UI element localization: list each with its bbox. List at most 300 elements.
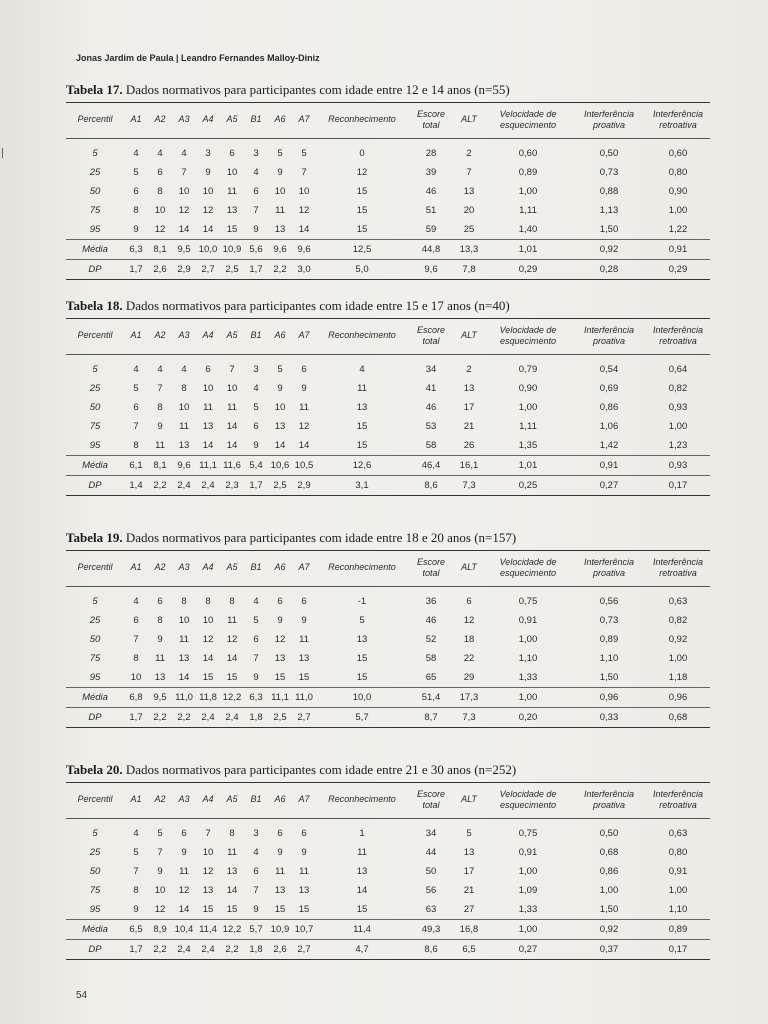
cell-a5: 13	[226, 204, 238, 216]
cell-a6: 2,5	[268, 475, 292, 495]
table-row	[66, 862, 710, 881]
cell-interferencia-proativa: 0,54	[599, 363, 619, 375]
cell-reconhecimento: -1	[357, 595, 367, 607]
cell-alt: 27	[463, 903, 475, 915]
cell-percentil: 75	[89, 884, 101, 896]
cell-percentil: Média	[66, 239, 124, 259]
cell-a3: 13	[178, 652, 190, 664]
cell-a6: 15	[274, 671, 286, 683]
cell-reconhecimento: 15	[356, 185, 368, 197]
cell-percentil: 95	[89, 903, 101, 915]
cell-b1: 1,8	[244, 707, 268, 727]
cell-b1: 9	[253, 671, 259, 683]
col-header-text: A6	[274, 330, 286, 341]
cell-a4: 8	[205, 595, 211, 607]
cell-reconhecimento: 4,7	[316, 939, 408, 959]
col-header-text: retroativa	[659, 119, 697, 130]
cell-reconhecimento: 15	[356, 439, 368, 451]
col-header-a2	[148, 551, 172, 587]
col-header-a6	[268, 103, 292, 139]
col-header-text: total	[422, 799, 440, 810]
cell-velocidade-esquecimento: 0,90	[518, 382, 538, 394]
cell-interferencia-proativa: 1,13	[599, 204, 619, 216]
cell-a6: 15	[274, 903, 286, 915]
col-header-text: esquecimento	[499, 567, 557, 578]
cell-interferencia-retroativa: 0,64	[668, 363, 688, 375]
cell-interferencia-retroativa: 1,18	[668, 671, 688, 683]
cell-velocidade-esquecimento: 0,75	[518, 827, 538, 839]
table-row	[66, 182, 710, 201]
cell-escore-total: 44,8	[408, 239, 454, 259]
table-row	[66, 163, 710, 182]
col-header-text: proativa	[592, 799, 626, 810]
cell-a7: 6	[301, 827, 307, 839]
cell-velocidade-esquecimento: 0,27	[484, 939, 572, 959]
cell-a6: 2,6	[268, 939, 292, 959]
col-header-text: Escore	[416, 789, 445, 799]
cell-a7: 11,0	[292, 687, 316, 707]
col-header-alt	[454, 551, 484, 587]
cell-a2: 9	[157, 865, 163, 877]
col-header-a4	[196, 319, 220, 355]
norms-table	[66, 782, 710, 960]
cell-a1: 4	[133, 827, 139, 839]
cell-escore-total: 36	[425, 595, 437, 607]
cell-a3: 7	[181, 166, 187, 178]
page-number: 54	[76, 990, 88, 1001]
col-header-text: A4	[202, 330, 214, 341]
table-caption: Dados normativos para participantes com idade entre 18 e 20 anos (n=157)	[125, 530, 517, 545]
cell-a1: 8	[133, 884, 139, 896]
table-row	[66, 201, 710, 220]
cell-a5: 11,6	[220, 455, 244, 475]
cell-percentil: 75	[89, 652, 101, 664]
cell-a1: 4	[133, 595, 139, 607]
col-header-b1	[244, 551, 268, 587]
cell-reconhecimento: 15	[356, 420, 368, 432]
norms-table	[66, 550, 710, 728]
col-header-escore-total	[408, 103, 454, 139]
col-header-text: A4	[202, 114, 214, 125]
cell-a7: 5	[301, 147, 307, 159]
cell-a2: 7	[157, 846, 163, 858]
table-20	[66, 762, 710, 960]
col-header-percentil	[66, 551, 124, 587]
cell-percentil: 5	[92, 595, 98, 607]
cell-reconhecimento: 11	[357, 382, 367, 394]
col-header-text: Escore	[416, 325, 445, 335]
col-header-text: Percentil	[77, 330, 113, 341]
cell-a6: 10,9	[268, 919, 292, 939]
cell-reconhecimento: 15	[356, 903, 368, 915]
cell-interferencia-retroativa: 0,60	[668, 147, 688, 159]
col-header-b1	[244, 783, 268, 819]
cell-a2: 6	[157, 595, 163, 607]
cell-a5: 12	[226, 633, 238, 645]
cell-interferencia-proativa: 0,68	[599, 846, 619, 858]
cell-reconhecimento: 5,0	[316, 259, 408, 279]
col-header-a6	[268, 551, 292, 587]
cell-a4: 10,0	[196, 239, 220, 259]
col-header-velocidade-esquecimento	[484, 551, 572, 587]
cell-b1: 5,6	[244, 239, 268, 259]
table-caption: Dados normativos para participantes com idade entre 21 e 30 anos (n=252)	[125, 762, 517, 777]
cell-a6: 13	[274, 652, 286, 664]
cell-a3: 11	[179, 633, 189, 645]
cell-a5: 10	[226, 382, 238, 394]
cell-a3: 13	[178, 439, 190, 451]
cell-percentil: 50	[89, 633, 101, 645]
cell-a7: 6	[301, 595, 307, 607]
col-header-text: A5	[226, 114, 238, 125]
cell-a4: 11,4	[196, 919, 220, 939]
cell-interferencia-retroativa: 0,93	[668, 401, 688, 413]
cell-escore-total: 51	[425, 204, 437, 216]
cell-interferencia-proativa: 1,00	[599, 884, 619, 896]
header-row	[66, 319, 710, 355]
cell-a2: 9	[157, 420, 163, 432]
col-header-text: A5	[226, 330, 238, 341]
cell-alt: 2	[466, 363, 472, 375]
cell-velocidade-esquecimento: 1,10	[518, 652, 538, 664]
col-header-velocidade-esquecimento	[484, 103, 572, 139]
table-row	[66, 900, 710, 920]
cell-a6: 9	[277, 846, 283, 858]
cell-a3: 12	[178, 884, 190, 896]
col-header-text: Reconhecimento	[328, 794, 396, 805]
cell-a1: 5	[133, 382, 139, 394]
cell-a2: 9	[157, 633, 163, 645]
norms-table	[66, 318, 710, 496]
cell-escore-total: 56	[425, 884, 437, 896]
cell-reconhecimento: 5,7	[316, 707, 408, 727]
cell-a6: 12	[274, 633, 286, 645]
cell-a7: 13	[298, 652, 310, 664]
col-header-a5	[220, 319, 244, 355]
col-header-interferencia-proativa	[572, 551, 646, 587]
cell-a4: 13	[202, 420, 214, 432]
cell-alt: 7,3	[454, 475, 484, 495]
cell-escore-total: 49,3	[408, 919, 454, 939]
cell-velocidade-esquecimento: 1,00	[518, 185, 538, 197]
table-17	[66, 82, 710, 280]
cell-a3: 9,6	[172, 455, 196, 475]
cell-interferencia-proativa: 0,92	[572, 239, 646, 259]
cell-a5: 8	[229, 827, 235, 839]
cell-a2: 8,9	[148, 919, 172, 939]
cell-alt: 29	[463, 671, 475, 683]
cell-a4: 7	[205, 827, 211, 839]
col-header-text: Interferência	[583, 557, 635, 567]
cell-alt: 7,3	[454, 707, 484, 727]
cell-percentil: 5	[92, 827, 98, 839]
cell-velocidade-esquecimento: 0,60	[518, 147, 538, 159]
cell-a5: 14	[226, 420, 238, 432]
cell-interferencia-retroativa: 0,90	[668, 185, 688, 197]
cell-reconhecimento: 1	[359, 827, 365, 839]
col-header-text: Percentil	[77, 114, 113, 125]
cell-escore-total: 46,4	[408, 455, 454, 475]
cell-a3: 9,5	[172, 239, 196, 259]
cell-a2: 8	[157, 401, 163, 413]
col-header-text: Reconhecimento	[328, 330, 396, 341]
cell-interferencia-retroativa: 1,10	[668, 903, 688, 915]
cell-b1: 6	[253, 633, 259, 645]
col-header-text: A2	[154, 562, 166, 573]
table-row	[66, 379, 710, 398]
cell-a3: 10	[178, 401, 190, 413]
cell-interferencia-proativa: 1,10	[599, 652, 619, 664]
cell-alt: 7,8	[454, 259, 484, 279]
col-header-velocidade-esquecimento	[484, 319, 572, 355]
cell-a7: 9,6	[292, 239, 316, 259]
cell-escore-total: 46	[425, 185, 437, 197]
cell-velocidade-esquecimento: 1,09	[518, 884, 538, 896]
cell-velocidade-esquecimento: 1,00	[484, 687, 572, 707]
col-header-text: A4	[202, 794, 214, 805]
table-row	[66, 707, 710, 727]
table-row	[66, 354, 710, 379]
cell-interferencia-retroativa: 0,82	[668, 382, 688, 394]
cell-a2: 2,2	[148, 707, 172, 727]
cell-b1: 5	[253, 401, 259, 413]
col-header-text: A3	[178, 794, 190, 805]
cell-reconhecimento: 15	[356, 671, 368, 683]
col-header-b1	[244, 319, 268, 355]
col-header-a2	[148, 319, 172, 355]
table-title	[66, 82, 710, 98]
cell-interferencia-retroativa: 1,00	[668, 652, 688, 664]
col-header-text: A6	[274, 114, 286, 125]
cell-a5: 15	[226, 671, 238, 683]
cell-b1: 9	[253, 223, 259, 235]
col-header-percentil	[66, 103, 124, 139]
cell-velocidade-esquecimento: 1,33	[518, 671, 538, 683]
col-header-text: A1	[130, 330, 142, 341]
header-row	[66, 783, 710, 819]
cell-a6: 2,2	[268, 259, 292, 279]
cell-a3: 2,9	[172, 259, 196, 279]
table-title	[66, 298, 710, 314]
cell-a3: 8	[181, 595, 187, 607]
table-title	[66, 762, 710, 778]
cell-a4: 11,8	[196, 687, 220, 707]
cell-interferencia-proativa: 0,73	[599, 614, 619, 626]
cell-a2: 10	[154, 884, 166, 896]
cell-interferencia-proativa: 1,42	[599, 439, 619, 451]
cell-alt: 21	[463, 420, 475, 432]
table-row	[66, 630, 710, 649]
col-header-text: A3	[178, 562, 190, 573]
col-header-a7	[292, 783, 316, 819]
cell-interferencia-retroativa: 0,68	[646, 707, 710, 727]
cell-alt: 6,5	[454, 939, 484, 959]
cell-alt: 13	[463, 185, 475, 197]
cell-a7: 15	[298, 671, 310, 683]
cell-a1: 1,4	[124, 475, 148, 495]
cell-a6: 5	[277, 363, 283, 375]
col-header-interferencia-retroativa	[646, 783, 710, 819]
col-header-text: Velocidade de	[499, 325, 557, 335]
cell-b1: 6,3	[244, 687, 268, 707]
cell-reconhecimento: 4	[359, 363, 365, 375]
col-header-text: total	[422, 119, 440, 130]
col-header-a5	[220, 551, 244, 587]
col-header-text: total	[422, 567, 440, 578]
cell-interferencia-proativa: 0,86	[599, 401, 619, 413]
col-header-a7	[292, 319, 316, 355]
cell-alt: 17	[463, 865, 475, 877]
cell-a4: 2,4	[196, 707, 220, 727]
cell-a5: 14	[226, 652, 238, 664]
cell-a4: 13	[202, 884, 214, 896]
cell-velocidade-esquecimento: 0,25	[484, 475, 572, 495]
col-header-interferencia-proativa	[572, 103, 646, 139]
cell-velocidade-esquecimento: 0,20	[484, 707, 572, 727]
col-header-text: B1	[250, 330, 262, 341]
col-header-text: ALT	[461, 562, 477, 573]
cell-a1: 6,8	[124, 687, 148, 707]
cell-a2: 10	[154, 204, 166, 216]
table-row	[66, 919, 710, 939]
cell-a1: 1,7	[124, 707, 148, 727]
cell-escore-total: 51,4	[408, 687, 454, 707]
cell-a7: 10	[298, 185, 310, 197]
col-header-text: A4	[202, 562, 214, 573]
col-header-text: proativa	[592, 567, 626, 578]
cell-a5: 8	[229, 595, 235, 607]
table-row	[66, 398, 710, 417]
col-header-text: A7	[298, 330, 310, 341]
cell-reconhecimento: 10,0	[316, 687, 408, 707]
cell-a6: 9	[277, 166, 283, 178]
table-row	[66, 687, 710, 707]
cell-a5: 15	[226, 903, 238, 915]
cell-a2: 8,1	[148, 239, 172, 259]
cell-b1: 3	[253, 827, 259, 839]
col-header-a4	[196, 103, 220, 139]
cell-a4: 15	[202, 903, 214, 915]
cell-a5: 7	[229, 363, 235, 375]
cell-a3: 2,4	[172, 939, 196, 959]
cell-alt: 25	[463, 223, 475, 235]
col-header-a6	[268, 783, 292, 819]
cell-interferencia-proativa: 0,27	[572, 475, 646, 495]
cell-a1: 6	[133, 401, 139, 413]
col-header-text: Percentil	[77, 794, 113, 805]
col-header-text: B1	[250, 562, 262, 573]
cell-a4: 3	[205, 147, 211, 159]
cell-velocidade-esquecimento: 0,75	[518, 595, 538, 607]
cell-escore-total: 65	[425, 671, 437, 683]
cell-interferencia-proativa: 1,06	[599, 420, 619, 432]
cell-a2: 11	[155, 652, 165, 664]
cell-a7: 6	[301, 363, 307, 375]
cell-a5: 6	[229, 147, 235, 159]
cell-a4: 12	[202, 633, 214, 645]
cell-a3: 10,4	[172, 919, 196, 939]
cell-interferencia-retroativa: 1,00	[668, 420, 688, 432]
cell-escore-total: 46	[425, 614, 437, 626]
col-header-text: retroativa	[659, 799, 697, 810]
cell-escore-total: 58	[425, 439, 437, 451]
cell-a1: 9	[133, 223, 139, 235]
table-number: Tabela 19.	[66, 530, 123, 545]
cell-a5: 11	[227, 614, 237, 626]
cell-a1: 7	[133, 865, 139, 877]
cell-b1: 4	[253, 166, 259, 178]
cell-reconhecimento: 11,4	[316, 919, 408, 939]
cell-interferencia-proativa: 0,96	[572, 687, 646, 707]
table-18	[66, 298, 710, 496]
col-header-text: A1	[130, 114, 142, 125]
cell-a6: 11	[275, 204, 285, 216]
col-header-text: Interferência	[652, 789, 704, 799]
cell-a3: 2,2	[172, 707, 196, 727]
cell-reconhecimento: 13	[356, 633, 368, 645]
cell-interferencia-retroativa: 0,89	[646, 919, 710, 939]
cell-alt: 16,8	[454, 919, 484, 939]
cell-interferencia-retroativa: 0,92	[668, 633, 688, 645]
cell-a3: 8	[181, 382, 187, 394]
cell-percentil: 50	[89, 185, 101, 197]
cell-a3: 12	[178, 204, 190, 216]
cell-a1: 5	[133, 846, 139, 858]
cell-a2: 5	[157, 827, 163, 839]
col-header-text: Velocidade de	[499, 557, 557, 567]
cell-percentil: 50	[89, 401, 101, 413]
table-row	[66, 586, 710, 611]
cell-a4: 10	[202, 185, 214, 197]
cell-interferencia-retroativa: 0,63	[668, 595, 688, 607]
cell-escore-total: 8,6	[408, 939, 454, 959]
col-header-text: B1	[250, 794, 262, 805]
cell-a7: 2,7	[292, 707, 316, 727]
col-header-text: Interferência	[652, 325, 704, 335]
cell-alt: 17,3	[454, 687, 484, 707]
col-header-text: ALT	[461, 330, 477, 341]
col-header-text: esquecimento	[499, 119, 557, 130]
col-header-text: Interferência	[652, 557, 704, 567]
cell-a1: 8	[133, 204, 139, 216]
cell-interferencia-proativa: 0,50	[599, 827, 619, 839]
cell-a4: 2,4	[196, 475, 220, 495]
cell-b1: 4	[253, 382, 259, 394]
col-header-text: proativa	[592, 335, 626, 346]
cell-velocidade-esquecimento: 1,11	[519, 420, 537, 432]
col-header-text: ALT	[461, 794, 477, 805]
col-header-text: Velocidade de	[499, 109, 557, 119]
table-19	[66, 530, 710, 728]
col-header-reconhecimento	[316, 103, 408, 139]
col-header-velocidade-esquecimento	[484, 783, 572, 819]
table-number: Tabela 20.	[66, 762, 123, 777]
table-row	[66, 138, 710, 163]
cell-alt: 2	[466, 147, 472, 159]
col-header-escore-total	[408, 783, 454, 819]
col-header-text: A1	[130, 562, 142, 573]
cell-b1: 5,7	[244, 919, 268, 939]
cell-percentil: 25	[89, 614, 101, 626]
cell-a5: 2,4	[220, 707, 244, 727]
cell-interferencia-retroativa: 1,00	[668, 884, 688, 896]
cell-velocidade-esquecimento: 1,35	[518, 439, 538, 451]
cell-a2: 12	[154, 903, 166, 915]
cell-a1: 4	[133, 147, 139, 159]
table-row	[66, 668, 710, 688]
cell-a5: 15	[226, 223, 238, 235]
cell-interferencia-retroativa: 1,22	[668, 223, 688, 235]
